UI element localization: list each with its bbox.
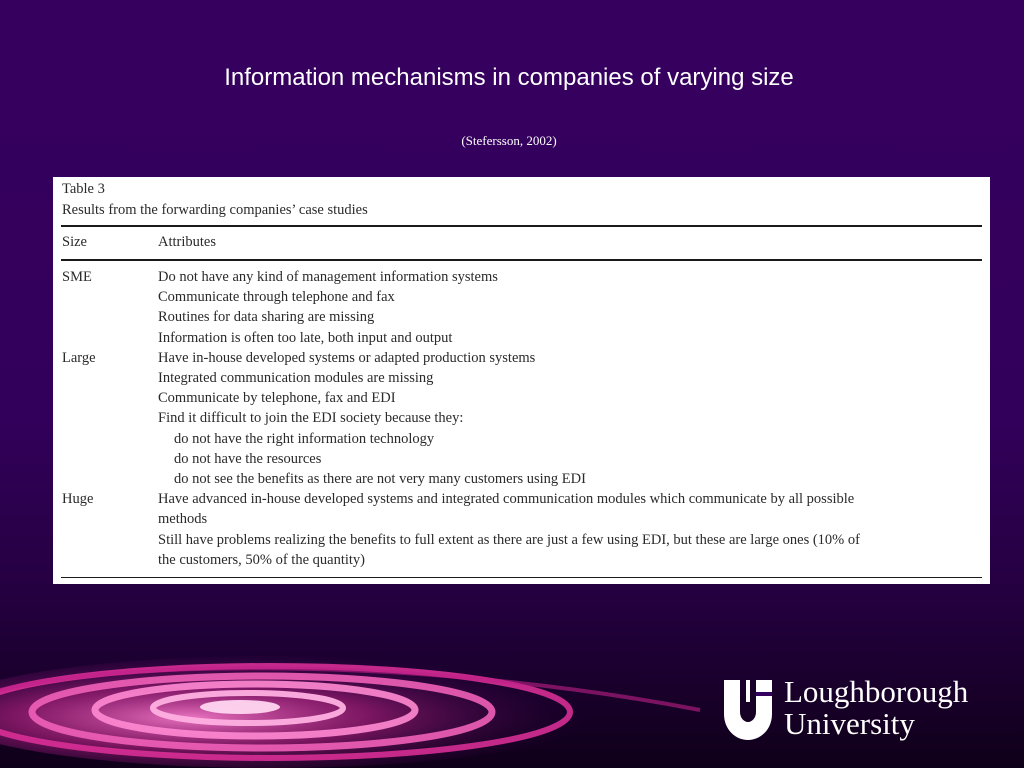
attributes-cell <box>158 348 984 489</box>
logo-text-line1: Loughborough <box>784 674 969 709</box>
attribute-line: Have in-house developed systems or adapted production systems <box>158 349 536 366</box>
attribute-line: Routines for data sharing are missing <box>158 309 375 326</box>
attribute-line: Find it difficult to join the EDI society because they: <box>158 410 464 427</box>
table-row-large <box>62 348 984 489</box>
table-top-rule <box>61 225 982 227</box>
table-caption: Results from the forwarding companies’ case studies <box>62 202 368 218</box>
table-bottom-rule <box>61 577 982 578</box>
attribute-line: Information is often too late, both input and output <box>158 329 453 346</box>
attribute-line: Do not have any kind of management information systems <box>158 269 498 285</box>
size-cell: SME <box>62 269 92 285</box>
table-header-rule <box>61 259 982 261</box>
logo-text-line2: University <box>784 706 915 741</box>
citation: (Stefersson, 2002) <box>461 133 557 148</box>
attribute-sub-line: do not see the benefits as there are not very many customers using EDI <box>174 471 586 488</box>
attribute-sub-line: do not have the right information technology <box>174 430 435 447</box>
table-body <box>62 267 984 570</box>
university-crest-icon <box>720 678 776 742</box>
attribute-line: Integrated communication modules are missing <box>158 370 434 387</box>
table-row-huge <box>62 489 984 570</box>
results-table <box>53 177 990 584</box>
attribute-line: Communicate through telephone and fax <box>158 289 395 306</box>
decorative-swirl <box>0 650 720 768</box>
attribute-line: Still have problems realizing the benefits to full extent as there are just a few using EDI, but these are large ones (10% of <box>158 531 860 548</box>
attribute-line: the customers, 50% of the quantity) <box>158 551 365 568</box>
university-logo <box>720 676 1010 746</box>
attribute-line: Have advanced in-house developed systems and integrated communication modules which communicate by all possible <box>158 491 855 508</box>
slide-title: Information mechanisms in companies of varying size <box>224 64 794 91</box>
attributes-cell <box>158 489 984 570</box>
attribute-line: methods <box>158 511 208 528</box>
column-header-attributes: Attributes <box>158 234 216 250</box>
table-row-sme <box>62 267 984 348</box>
attributes-cell <box>158 267 984 348</box>
table-label: Table 3 <box>62 181 105 197</box>
size-cell: Large <box>62 349 96 366</box>
column-header-size: Size <box>62 234 87 250</box>
attribute-line: Communicate by telephone, fax and EDI <box>158 390 396 407</box>
attribute-sub-line: do not have the resources <box>174 450 322 467</box>
size-cell: Huge <box>62 491 94 508</box>
